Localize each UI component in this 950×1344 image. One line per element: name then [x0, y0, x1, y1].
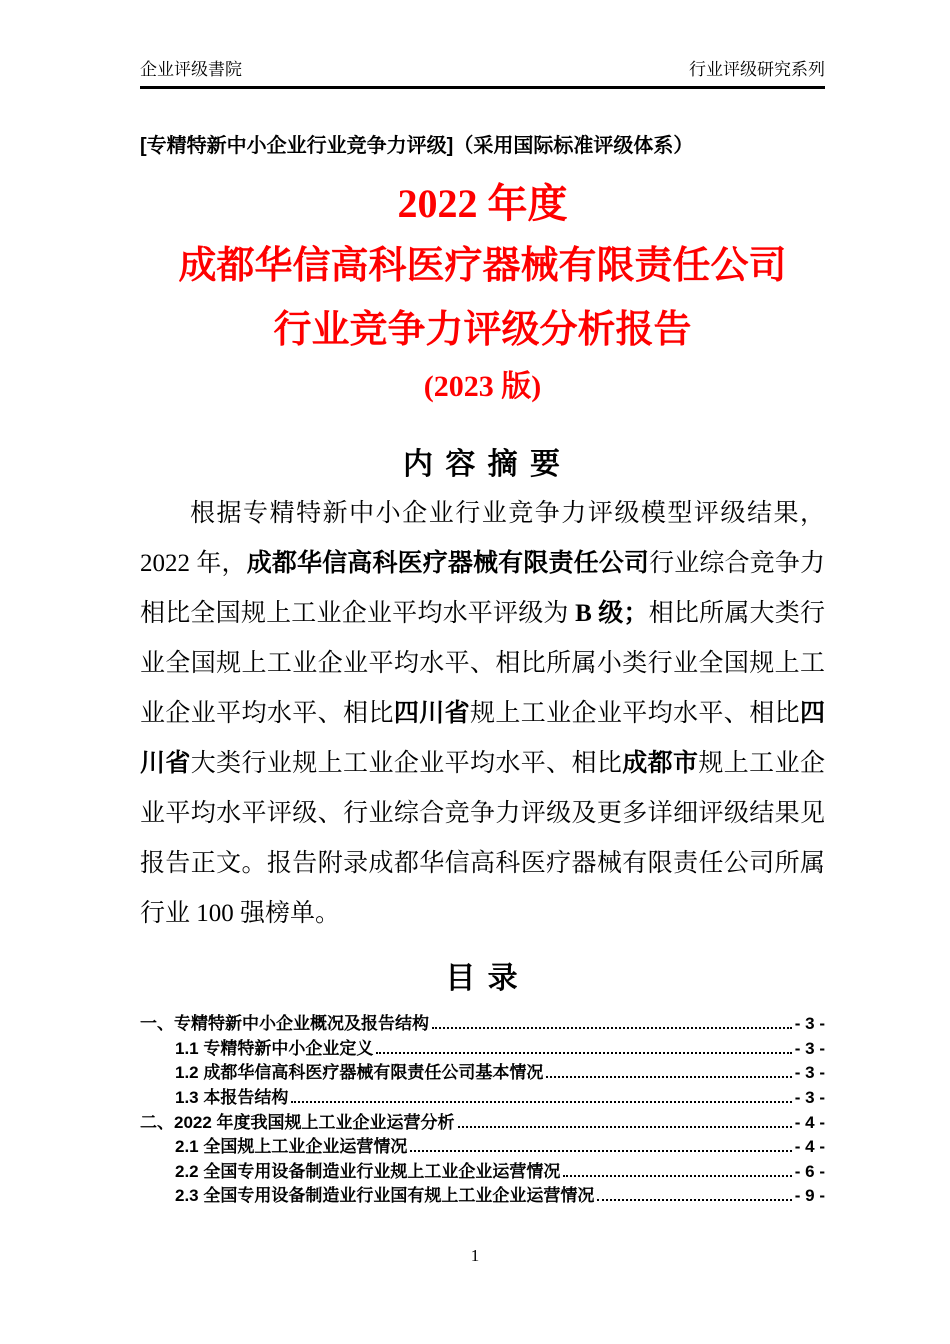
rating-grade-emphasis: B 级；	[575, 600, 649, 628]
toc-entry-label: 1.3 本报告结构	[175, 1087, 289, 1107]
toc-page-number: - 3 -	[794, 1038, 825, 1058]
toc-entry-1-3[interactable]	[140, 1083, 825, 1108]
province-emphasis: 四川省	[393, 700, 470, 728]
toc-entry-1-1[interactable]	[140, 1034, 825, 1059]
summary-text: 规上工业企业平均水平、相比	[469, 700, 800, 728]
table-of-contents	[140, 1009, 825, 1206]
toc-entry-label: 二、2022 年度我国规上工业企业运营分析	[140, 1112, 455, 1132]
title-year: 2022 年度	[397, 181, 568, 226]
summary-paragraph	[140, 489, 825, 939]
toc-entry-chapter2[interactable]	[140, 1108, 825, 1133]
toc-entry-label: 2.1 全国规上工业企业运营情况	[175, 1137, 408, 1157]
summary-text: 相比所属大类行业全国规上工业企业平均水平、相比所属小类行业全国规上工业企业平均水平、相比	[140, 600, 825, 728]
toc-heading: 目 录	[445, 962, 520, 996]
summary-heading: 内 容 摘 要	[402, 448, 562, 482]
toc-entry-1-2[interactable]	[140, 1058, 825, 1083]
toc-entry-chapter1[interactable]	[140, 1009, 825, 1034]
page-header	[140, 60, 825, 89]
toc-dot-leader	[410, 1150, 791, 1152]
toc-dot-leader	[432, 1027, 792, 1029]
toc-entry-label: 1.1 专精特新中小企业定义	[175, 1038, 374, 1058]
header-right-label: 行业评级研究系列	[689, 60, 825, 79]
toc-page-number: - 9 -	[794, 1186, 825, 1206]
province-emphasis: 四川省	[140, 700, 825, 778]
summary-text: 行业综合竞争力相比全国规上工业企业平均水平评级为	[140, 550, 825, 628]
toc-entry-2-1[interactable]	[140, 1132, 825, 1157]
summary-text: 大类行业规上工业企业平均水平、相比	[190, 750, 623, 778]
toc-page-number: - 3 -	[794, 1014, 825, 1034]
toc-dot-leader	[563, 1175, 791, 1177]
toc-entry-2-3[interactable]	[140, 1181, 825, 1206]
title-edition: (2023 版)	[423, 370, 542, 404]
summary-tail-text: 规上工业企业平均水平评级、行业综合竞争力评级及更多详细评级结果见报告正文。报告附录成都华信高科医疗器械有限责任公司所属行业 100 强榜单。	[140, 750, 825, 928]
toc-page-number: - 4 -	[794, 1137, 825, 1157]
toc-page-number: - 6 -	[794, 1161, 825, 1181]
title-report-type: 行业竞争力评级分析报告	[273, 308, 692, 351]
toc-page-number: - 3 -	[794, 1087, 825, 1107]
toc-page-number: - 4 -	[794, 1112, 825, 1132]
toc-dot-leader	[458, 1126, 792, 1128]
header-left-label: 企业评级書院	[140, 60, 242, 79]
toc-entry-label: 2.3 全国专用设备制造业行业国有规上工业企业运营情况	[175, 1186, 595, 1206]
toc-entry-label: 2.2 全国专用设备制造业行业规上工业企业运营情况	[175, 1161, 561, 1181]
toc-dot-leader	[376, 1052, 791, 1054]
toc-dot-leader	[597, 1199, 791, 1201]
toc-entry-label: 一、专精特新中小企业概况及报告结构	[140, 1014, 429, 1034]
toc-entry-label: 1.2 成都华信高科医疗器械有限责任公司基本情况	[175, 1063, 544, 1083]
title-company-name: 成都华信高科医疗器械有限责任公司	[178, 245, 787, 287]
rating-system-note: [专精特新中小企业行业竞争力评级]（采用国际标准评级体系）	[140, 135, 694, 157]
toc-dot-leader	[291, 1101, 791, 1103]
toc-entry-2-2[interactable]	[140, 1157, 825, 1182]
city-emphasis: 成都市	[622, 750, 699, 778]
toc-page-number: - 3 -	[794, 1063, 825, 1083]
summary-intro-text: 根据专精特新中小企业行业竞争力评级模型评级结果，2022 年，	[140, 500, 825, 578]
toc-dot-leader	[546, 1076, 791, 1078]
page-number: 1	[470, 1246, 480, 1265]
company-name-emphasis: 成都华信高科医疗器械有限责任公司	[246, 550, 650, 578]
